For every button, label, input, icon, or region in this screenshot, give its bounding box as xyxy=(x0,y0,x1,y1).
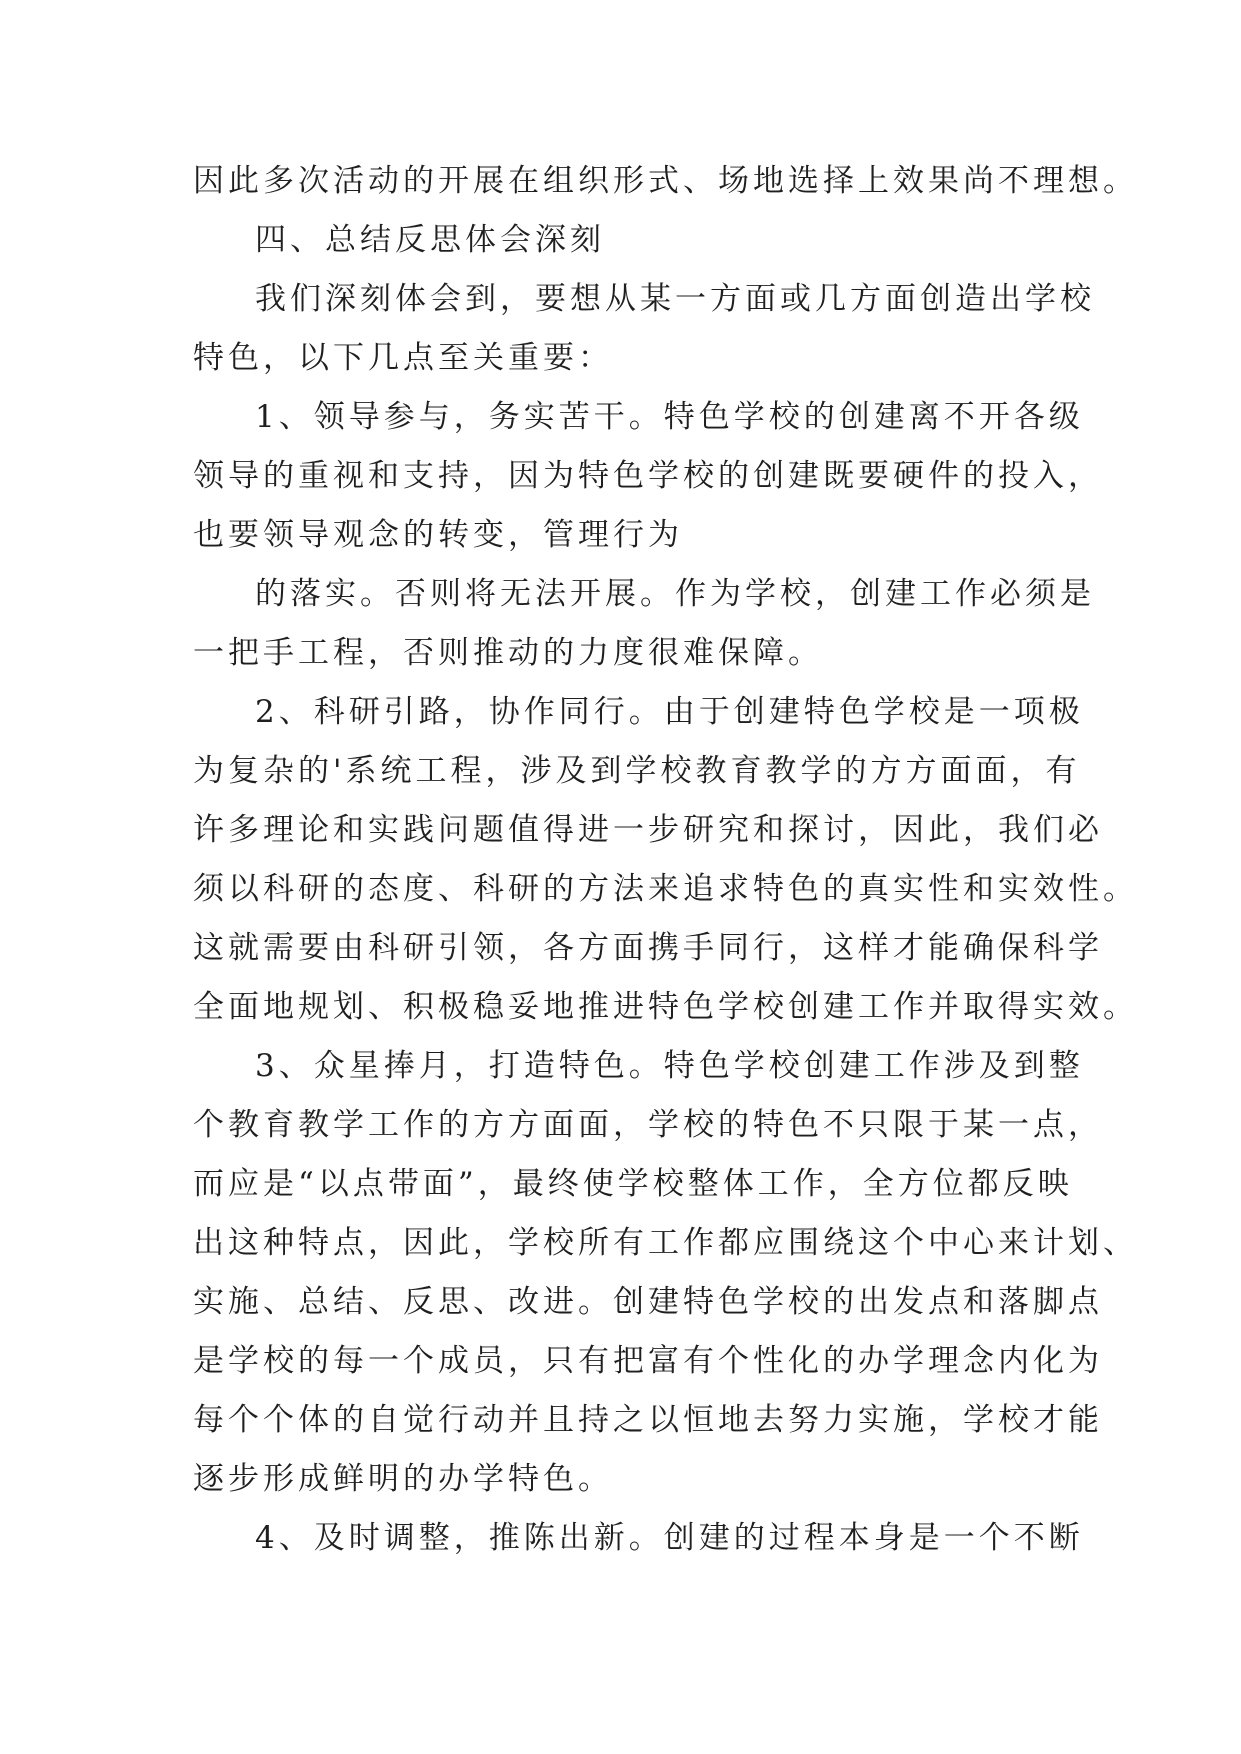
text-line: 而应是“以点带面”，最终使学校整体工作，全方位都反映 xyxy=(193,1166,1073,1202)
document-body xyxy=(193,152,1138,1568)
text-line: 我们深刻体会到，要想从某一方面或几方面创造出学校 xyxy=(255,281,1095,317)
text-line: 是学校的每一个成员，只有把富有个性化的办学理念内化为 xyxy=(193,1343,1103,1379)
text-line: 为复杂的'系统工程，涉及到学校教育教学的方方面面，有 xyxy=(193,753,1081,789)
text-line: 也要领导观念的转变，管理行为 xyxy=(193,517,683,553)
text-line: 出这种特点，因此，学校所有工作都应围绕这个中心来计划、 xyxy=(193,1225,1138,1261)
text-line: 2、科研引路，协作同行。由于创建特色学校是一项极 xyxy=(255,694,1084,730)
text-line: 因此多次活动的开展在组织形式、场地选择上效果尚不理想。 xyxy=(193,163,1138,199)
text-line: 个教育教学工作的方方面面，学校的特色不只限于某一点， xyxy=(193,1107,1103,1143)
text-line: 一把手工程，否则推动的力度很难保障。 xyxy=(193,635,823,671)
text-line: 许多理论和实践问题值得进一步研究和探讨，因此，我们必 xyxy=(193,812,1103,848)
text-line: 全面地规划、积极稳妥地推进特色学校创建工作并取得实效。 xyxy=(193,989,1138,1025)
text-line: 4、及时调整，推陈出新。创建的过程本身是一个不断 xyxy=(255,1520,1084,1556)
text-line: 实施、总结、反思、改进。创建特色学校的出发点和落脚点 xyxy=(193,1284,1103,1320)
text-line: 3、众星捧月，打造特色。特色学校创建工作涉及到整 xyxy=(255,1048,1084,1084)
text-line: 1、领导参与，务实苦干。特色学校的创建离不开各级 xyxy=(255,399,1084,435)
text-line: 每个个体的自觉行动并且持之以恒地去努力实施，学校才能 xyxy=(193,1402,1103,1438)
text-line: 领导的重视和支持，因为特色学校的创建既要硬件的投入， xyxy=(193,458,1103,494)
text-line: 须以科研的态度、科研的方法来追求特色的真实性和实效性。 xyxy=(193,871,1138,907)
section-heading: 四、总结反思体会深刻 xyxy=(255,222,605,258)
text-line: 逐步形成鲜明的办学特色。 xyxy=(193,1461,613,1497)
text-line: 这就需要由科研引领，各方面携手同行，这样才能确保科学 xyxy=(193,930,1103,966)
text-line: 特色，以下几点至关重要： xyxy=(193,340,613,376)
text-line: 的落实。否则将无法开展。作为学校，创建工作必须是 xyxy=(255,576,1095,612)
